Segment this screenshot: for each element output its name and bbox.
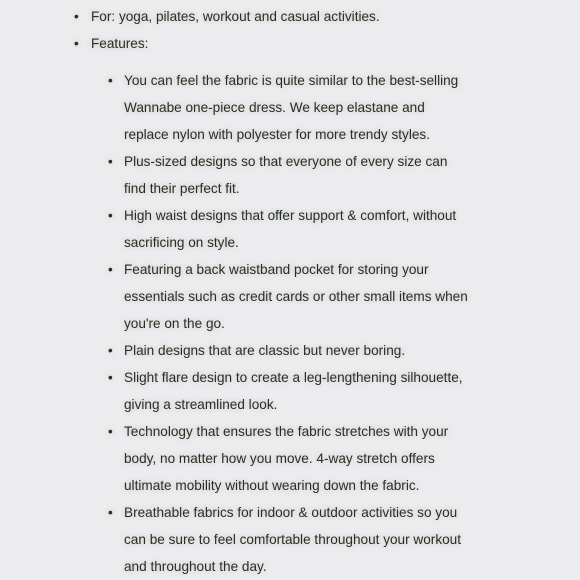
feature-item <box>108 67 484 148</box>
feature-line: High waist designs that offer support & comfort, without <box>124 208 457 223</box>
features-heading: Features: <box>91 36 149 51</box>
bullet-icon: • <box>108 208 113 223</box>
feature-line: giving a streamlined look. <box>124 397 278 412</box>
feature-line: Breathable fabrics for indoor & outdoor activities so you <box>124 505 458 520</box>
bullet-icon: • <box>108 370 113 385</box>
feature-item <box>108 418 484 499</box>
feature-line: Technology that ensures the fabric stretches with your <box>124 424 449 439</box>
bullet-icon: • <box>108 73 113 88</box>
bullet-icon: • <box>108 343 113 358</box>
feature-line: can be sure to feel comfortable throughout your workout <box>124 532 462 547</box>
bullet-icon: • <box>108 505 113 520</box>
outer-bullet-list <box>0 3 580 580</box>
feature-line: you're on the go. <box>124 316 225 331</box>
bullet-icon: • <box>74 36 79 51</box>
usage-text: For: yoga, pilates, workout and casual activities. <box>91 9 380 24</box>
bullet-icon: • <box>108 262 113 277</box>
feature-line: sacrificing on style. <box>124 235 239 250</box>
feature-line: You can feel the fabric is quite similar to the best-selling <box>124 73 459 88</box>
list-item-usage <box>74 3 580 30</box>
bullet-icon: • <box>74 9 79 24</box>
feature-item <box>108 148 484 202</box>
feature-line: Slight flare design to create a leg-lengthening silhouette, <box>124 370 463 385</box>
list-item-features <box>74 30 580 580</box>
feature-line: Featuring a back waistband pocket for storing your <box>124 262 429 277</box>
feature-item <box>108 499 484 580</box>
feature-item <box>108 256 484 337</box>
feature-item <box>108 364 484 418</box>
feature-line: Plain designs that are classic but never boring. <box>124 343 406 358</box>
bullet-icon: • <box>108 154 113 169</box>
bullet-icon: • <box>108 424 113 439</box>
feature-item <box>108 202 484 256</box>
feature-line: replace nylon with polyester for more trendy styles. <box>124 127 430 142</box>
feature-line: ultimate mobility without wearing down the fabric. <box>124 478 420 493</box>
feature-item <box>108 337 484 364</box>
feature-line: body, no matter how you move. 4-way stretch offers <box>124 451 435 466</box>
feature-line: find their perfect fit. <box>124 181 240 196</box>
feature-line: essentials such as credit cards or other small items when <box>124 289 468 304</box>
feature-line: Wannabe one-piece dress. We keep elastane and <box>124 100 425 115</box>
feature-line: Plus-sized designs so that everyone of every size can <box>124 154 448 169</box>
features-list <box>91 57 580 580</box>
feature-line: and throughout the day. <box>124 559 267 574</box>
